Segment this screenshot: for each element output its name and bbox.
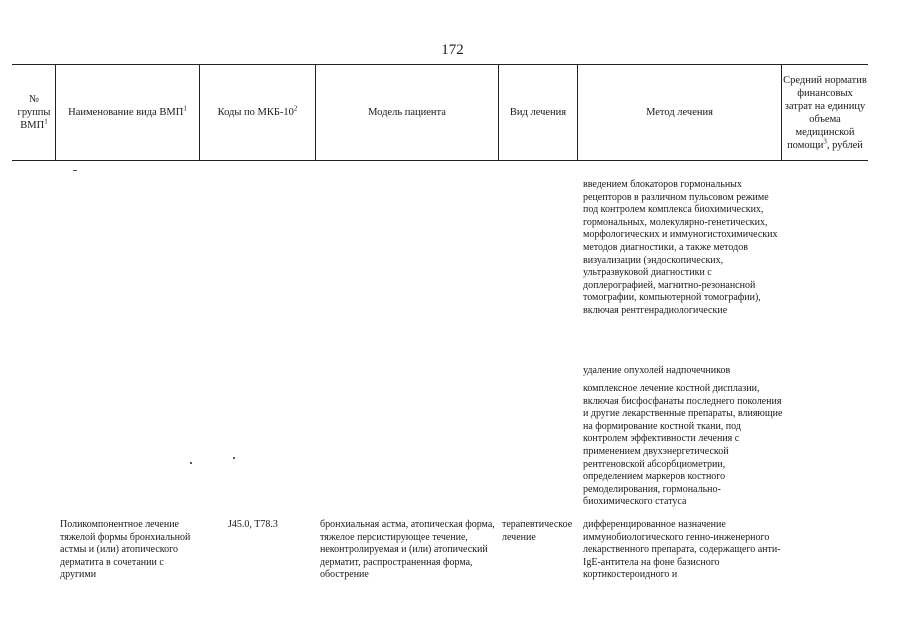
method-bone-dysplasia: комплексное лечение костной дисплазии, включая бисфосфанаты последнего поколения и другие лекарственные препараты, влияющие на формирование костной ткани, под контролем эффективности лечения с применением двухэнергетической рентгеновской абсорбциометрии, определением маркеров костного ремоделирования, гормонально-биохимического статуса xyxy=(583,383,783,508)
header-vmp-name: Наименование вида ВМП$^1$ xyxy=(68,104,187,118)
col-divider xyxy=(498,64,499,161)
method-anti-ige: дифференцированное назначение иммунобиологического генно-инженерного лекарственного препарата, содержащего анти-IgE-антитела на фоне базисного кортикостероидного и xyxy=(583,519,781,581)
header-treatment-type: Вид лечения xyxy=(509,107,567,118)
header-patient-model: Модель пациента xyxy=(368,107,446,118)
scan-speck xyxy=(190,462,192,464)
col-divider xyxy=(781,64,782,161)
method-adrenal-removal: удаление опухолей надпочечников xyxy=(583,365,731,376)
scan-speck xyxy=(73,170,77,171)
header-group-number: № группы ВМП$^1$ xyxy=(17,94,51,131)
header-bottom-border xyxy=(12,160,868,161)
header-cost-norm: Средний норматив финансовых затрат на единицу объема медицинской помощи$^3$, рублей xyxy=(783,74,867,151)
vmp-name-asthma: Поликомпонентное лечение тяжелой формы бронхиальной астмы и (или) атопического дерматита в сочетании с другими xyxy=(60,519,191,581)
header-top-border xyxy=(12,64,868,65)
col-divider xyxy=(315,64,316,161)
header-icd-codes: Коды по МКБ-$10^2$ xyxy=(217,104,298,118)
col-divider xyxy=(577,64,578,161)
treatment-type: терапевтическое лечение xyxy=(502,519,573,543)
page-number: 172 xyxy=(441,42,464,58)
header-treatment-method: Метод лечения xyxy=(646,107,713,118)
patient-model: бронхиальная астма, атопическая форма, тяжелое персистирующее течение, неконтролируемая и (или) атопический дерматит, распространенная форма, обострение xyxy=(320,519,495,581)
scan-speck xyxy=(233,457,235,459)
col-divider xyxy=(199,64,200,161)
col-divider xyxy=(55,64,56,161)
method-continuation: введением блокаторов гормональных рецепторов в различном пульсовом режиме под контролем комплекса биохимических, гормональных, молекулярно-генетических, морфологических и иммуногистохимических методов диагностики, а также методов визуализации (эндоскопических, ультразвуковой диагностики с доплерографией, магнитно-резонансной томографии, компьютерной томографии), включая рентгенрадиологические xyxy=(583,179,778,316)
icd-codes: J45.0, T78.3 xyxy=(228,519,278,530)
